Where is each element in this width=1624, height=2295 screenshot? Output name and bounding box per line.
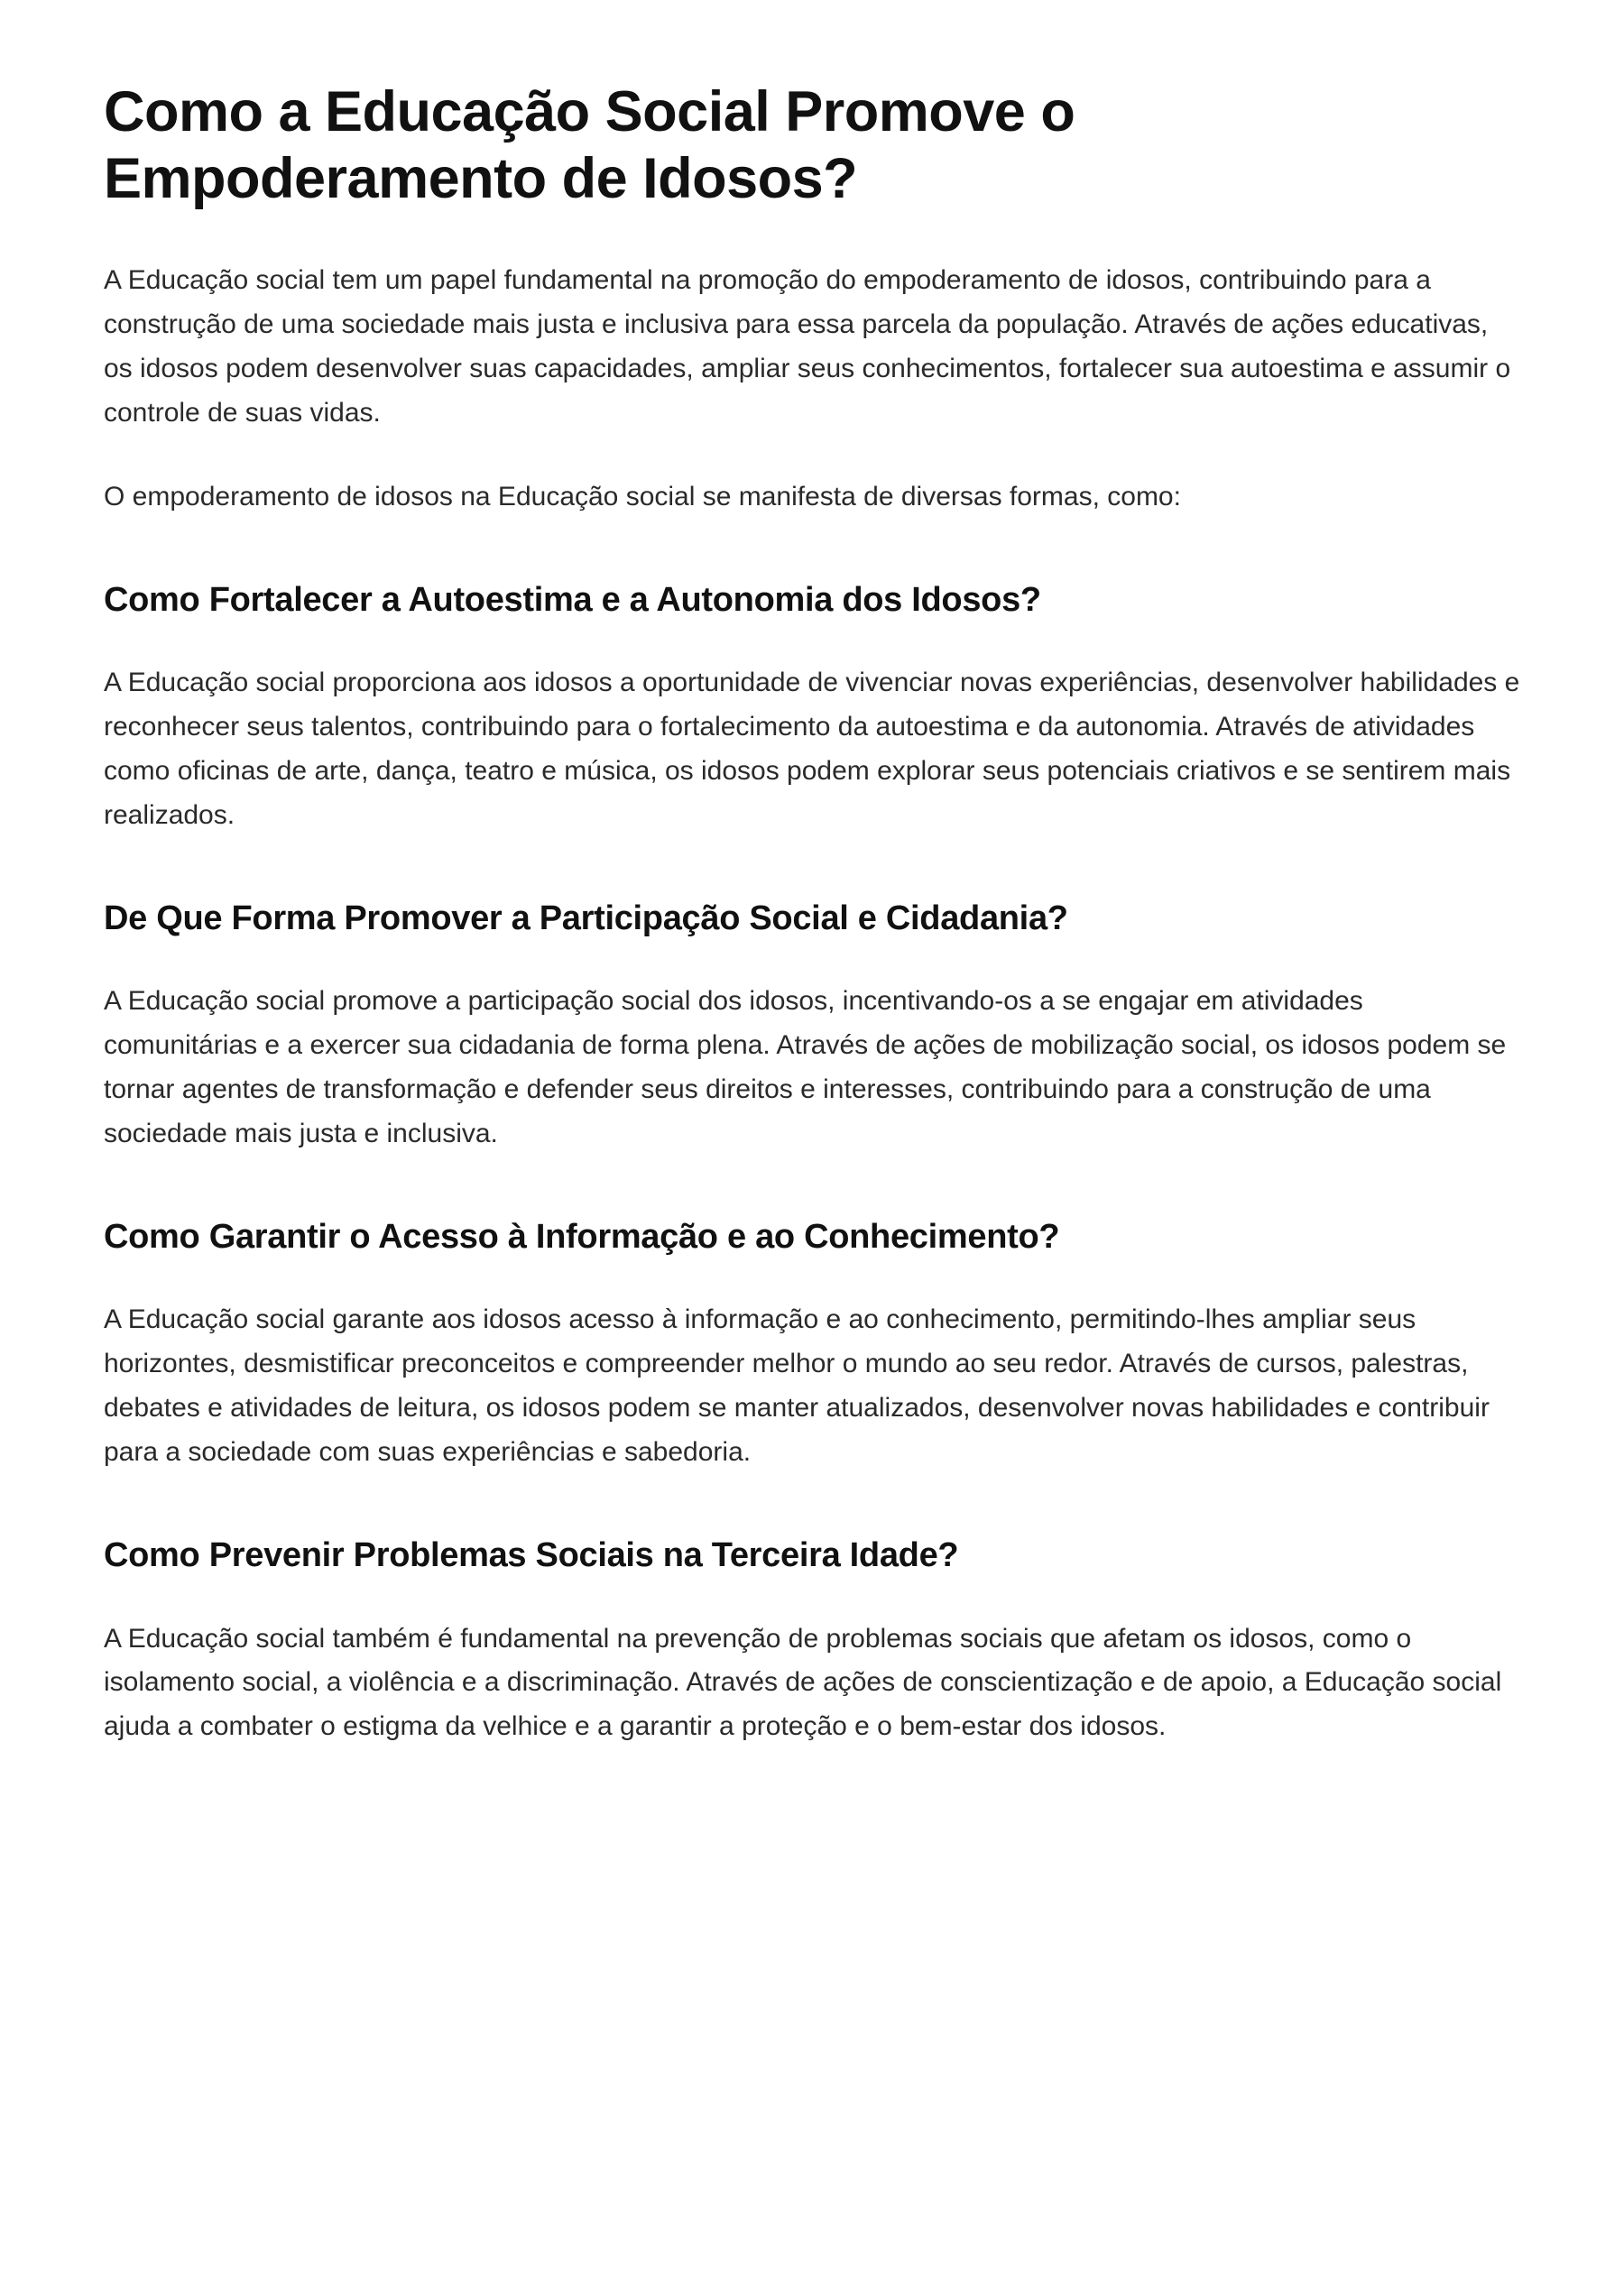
section-participacao-social (104, 898, 1523, 1157)
section-body-participacao-social: A Educação social promove a participação social dos idosos, incentivando-os a se engajar em atividades comunitárias e a exercer sua cidadania de forma plena. Através de ações de mobilização social, os idosos podem se tornar agentes de transformação e defender seus direitos e interesses, contribuindo para a construção de uma sociedade mais justa e inclusiva. (104, 986, 1507, 1149)
section-acesso-informacao (104, 1216, 1523, 1475)
section-prevenir-problemas (104, 1535, 1523, 1749)
section-body-acesso-informacao: A Educação social garante aos idosos acesso à informação e ao conhecimento, permitindo-lhes ampliar seus horizontes, desmistificar preconceitos e compreender melhor o mundo ao seu redor. Através de cursos, palestras, debates e atividades de leitura, os idosos podem se manter atualizados, desenvolver novas habilidades e contribuir para a sociedade com suas experiências e sabedoria. (104, 1304, 1490, 1468)
section-heading-prevenir-problemas: Como Prevenir Problemas Sociais na Terceira Idade? (104, 1536, 959, 1575)
section-heading-autoestima-autonomia: Como Fortalecer a Autoestima e a Autonomia dos Idosos? (104, 580, 1041, 619)
page-title: Como a Educação Social Promove o Empoderamento de Idosos? (104, 80, 1075, 210)
section-heading-participacao-social: De Que Forma Promover a Participação Social e Cidadania? (104, 899, 1068, 937)
intro-paragraph-1: A Educação social tem um papel fundamental na promoção do empoderamento de idosos, contribuindo para a construção de uma sociedade mais justa e inclusiva para essa parcela da população. Através de ações educativas, os idosos podem desenvolver suas capacidades, ampliar seus conhecimentos, fortalecer sua autoestima e assumir o controle de suas vidas. (104, 265, 1511, 429)
section-autoestima-autonomia (104, 579, 1523, 838)
section-heading-acesso-informacao: Como Garantir o Acesso à Informação e ao Conhecimento? (104, 1217, 1060, 1256)
section-body-prevenir-problemas: A Educação social também é fundamental na prevenção de problemas sociais que afetam os idosos, como o isolamento social, a violência e a discriminação. Através de ações de conscientização e de apoio, a Educação social ajuda a combater o estigma da velhice e a garantir a proteção e o bem-estar dos idosos. (104, 1623, 1502, 1742)
section-body-autoestima-autonomia: A Educação social proporciona aos idosos a oportunidade de vivenciar novas experiências, desenvolver habilidades e reconhecer seus talentos, contribuindo para o fortalecimento da autoestima e da autonomia. Através de atividades como oficinas de arte, dança, teatro e música, os idosos podem explorar seus potenciais criativos e se sentirem mais realizados. (104, 668, 1520, 831)
intro-paragraph-2: O empoderamento de idosos na Educação social se manifesta de diversas formas, como: (104, 481, 1181, 512)
